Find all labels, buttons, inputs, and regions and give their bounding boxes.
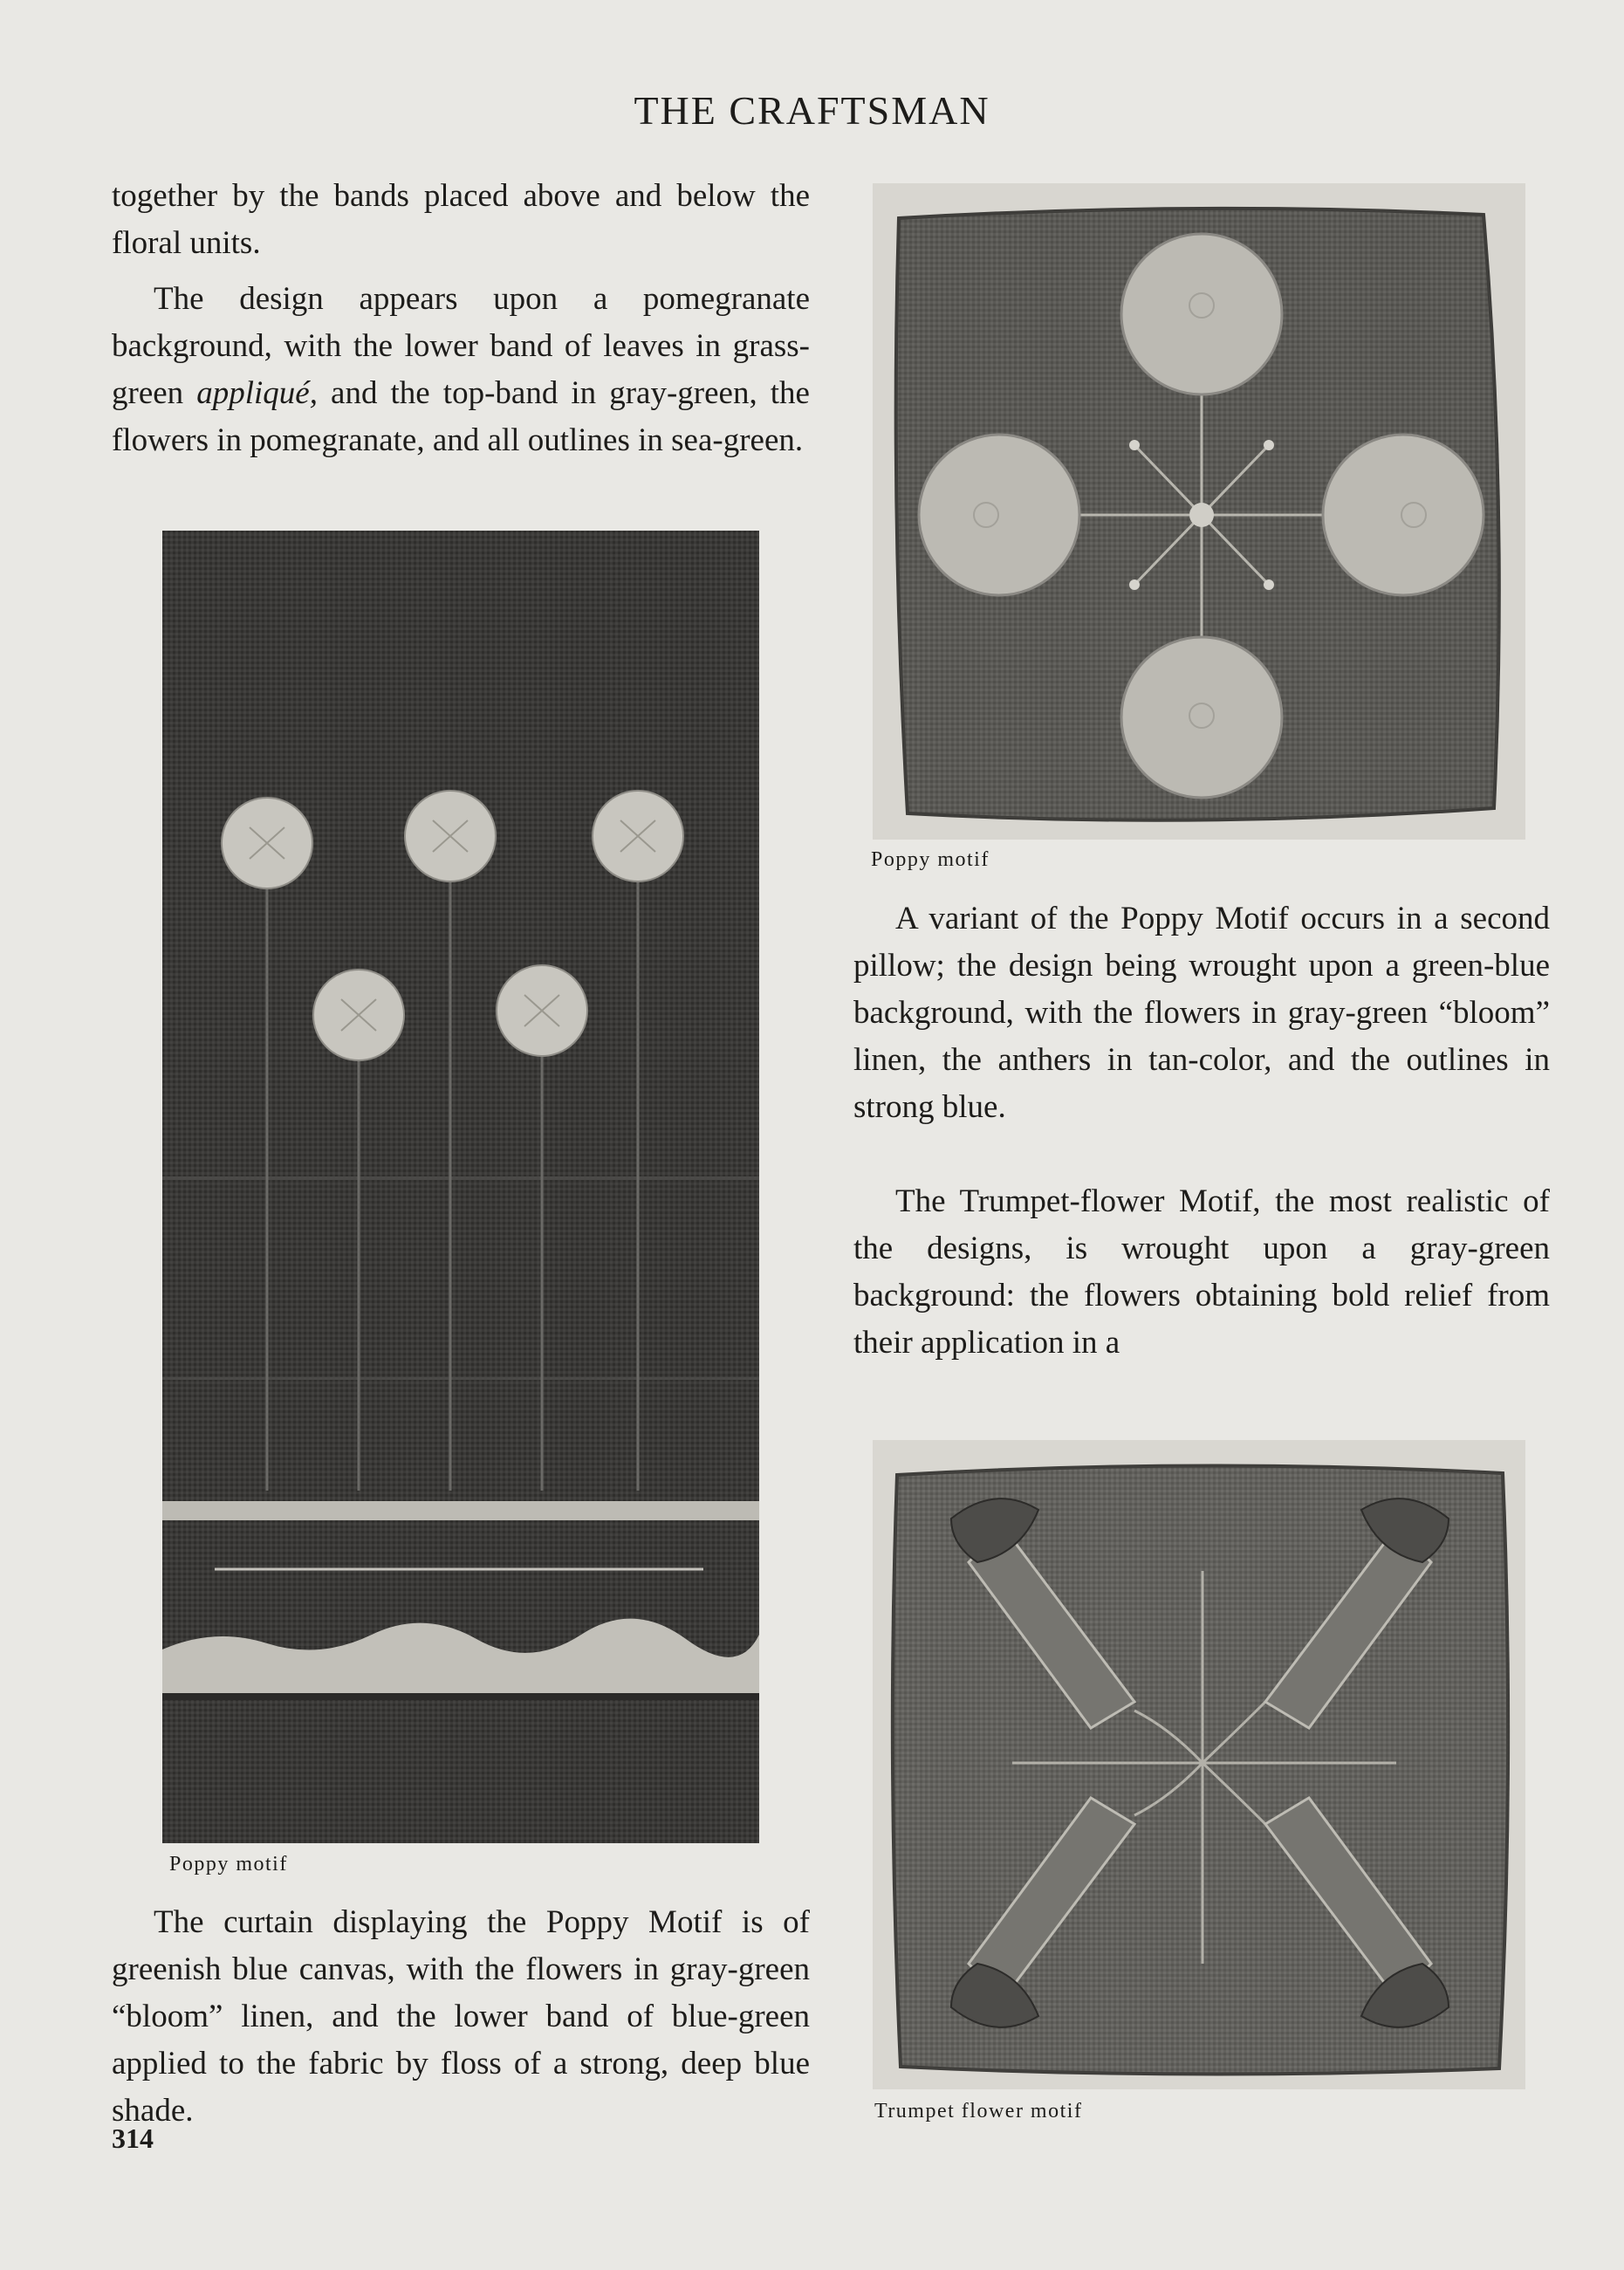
page-title: THE CRAFTSMAN — [634, 88, 990, 133]
poppy-curtain-photo — [162, 531, 759, 1843]
right-column-text — [853, 895, 1550, 1367]
figure-caption: Poppy motif — [871, 848, 990, 871]
left-column-bottom-text — [112, 1899, 810, 2135]
paragraph-text: The design appears upon a pomegranate background, with the lower band of leaves in grass-green — [112, 281, 810, 411]
figure-caption: Trumpet flower motif — [874, 2100, 1083, 2123]
left-column-top-text — [112, 173, 810, 464]
figure-caption: Poppy motif — [169, 1853, 288, 1876]
trumpet-flower-pillow-illustration — [873, 1440, 1525, 2089]
paragraph: The curtain displaying the Poppy Motif is of greenish blue canvas, with the flowers in gray-green “bloom” linen, and the lower band of blue-green applied to the fabric by floss of a strong, deep blue shade. — [112, 1904, 810, 2129]
poppy-pillow-photo — [873, 183, 1525, 840]
paragraph: together by the bands placed above and below the floral units. — [112, 178, 810, 261]
page-number: 314 — [112, 2123, 154, 2154]
italic-term: appliqué, — [196, 375, 318, 411]
paragraph: The Trumpet-flower Motif, the most realistic of the designs, is wrought upon a gray-green background: the flowers obtaining bold relief from their application in a — [853, 1183, 1550, 1361]
poppy-curtain-illustration — [162, 531, 759, 1843]
poppy-pillow-illustration — [873, 183, 1525, 840]
paragraph-text: and the top-band in gray-green, the flowers in pomegranate, and all outlines in sea-green. — [112, 375, 810, 458]
trumpet-flower-pillow-photo — [873, 1440, 1525, 2089]
paragraph — [112, 276, 810, 464]
paragraph: A variant of the Poppy Motif occurs in a second pillow; the design being wrought upon a green-blue background, with the flowers in gray-green “bloom” linen, the anthers in tan-color, and the outlines in strong blue. — [853, 901, 1550, 1125]
